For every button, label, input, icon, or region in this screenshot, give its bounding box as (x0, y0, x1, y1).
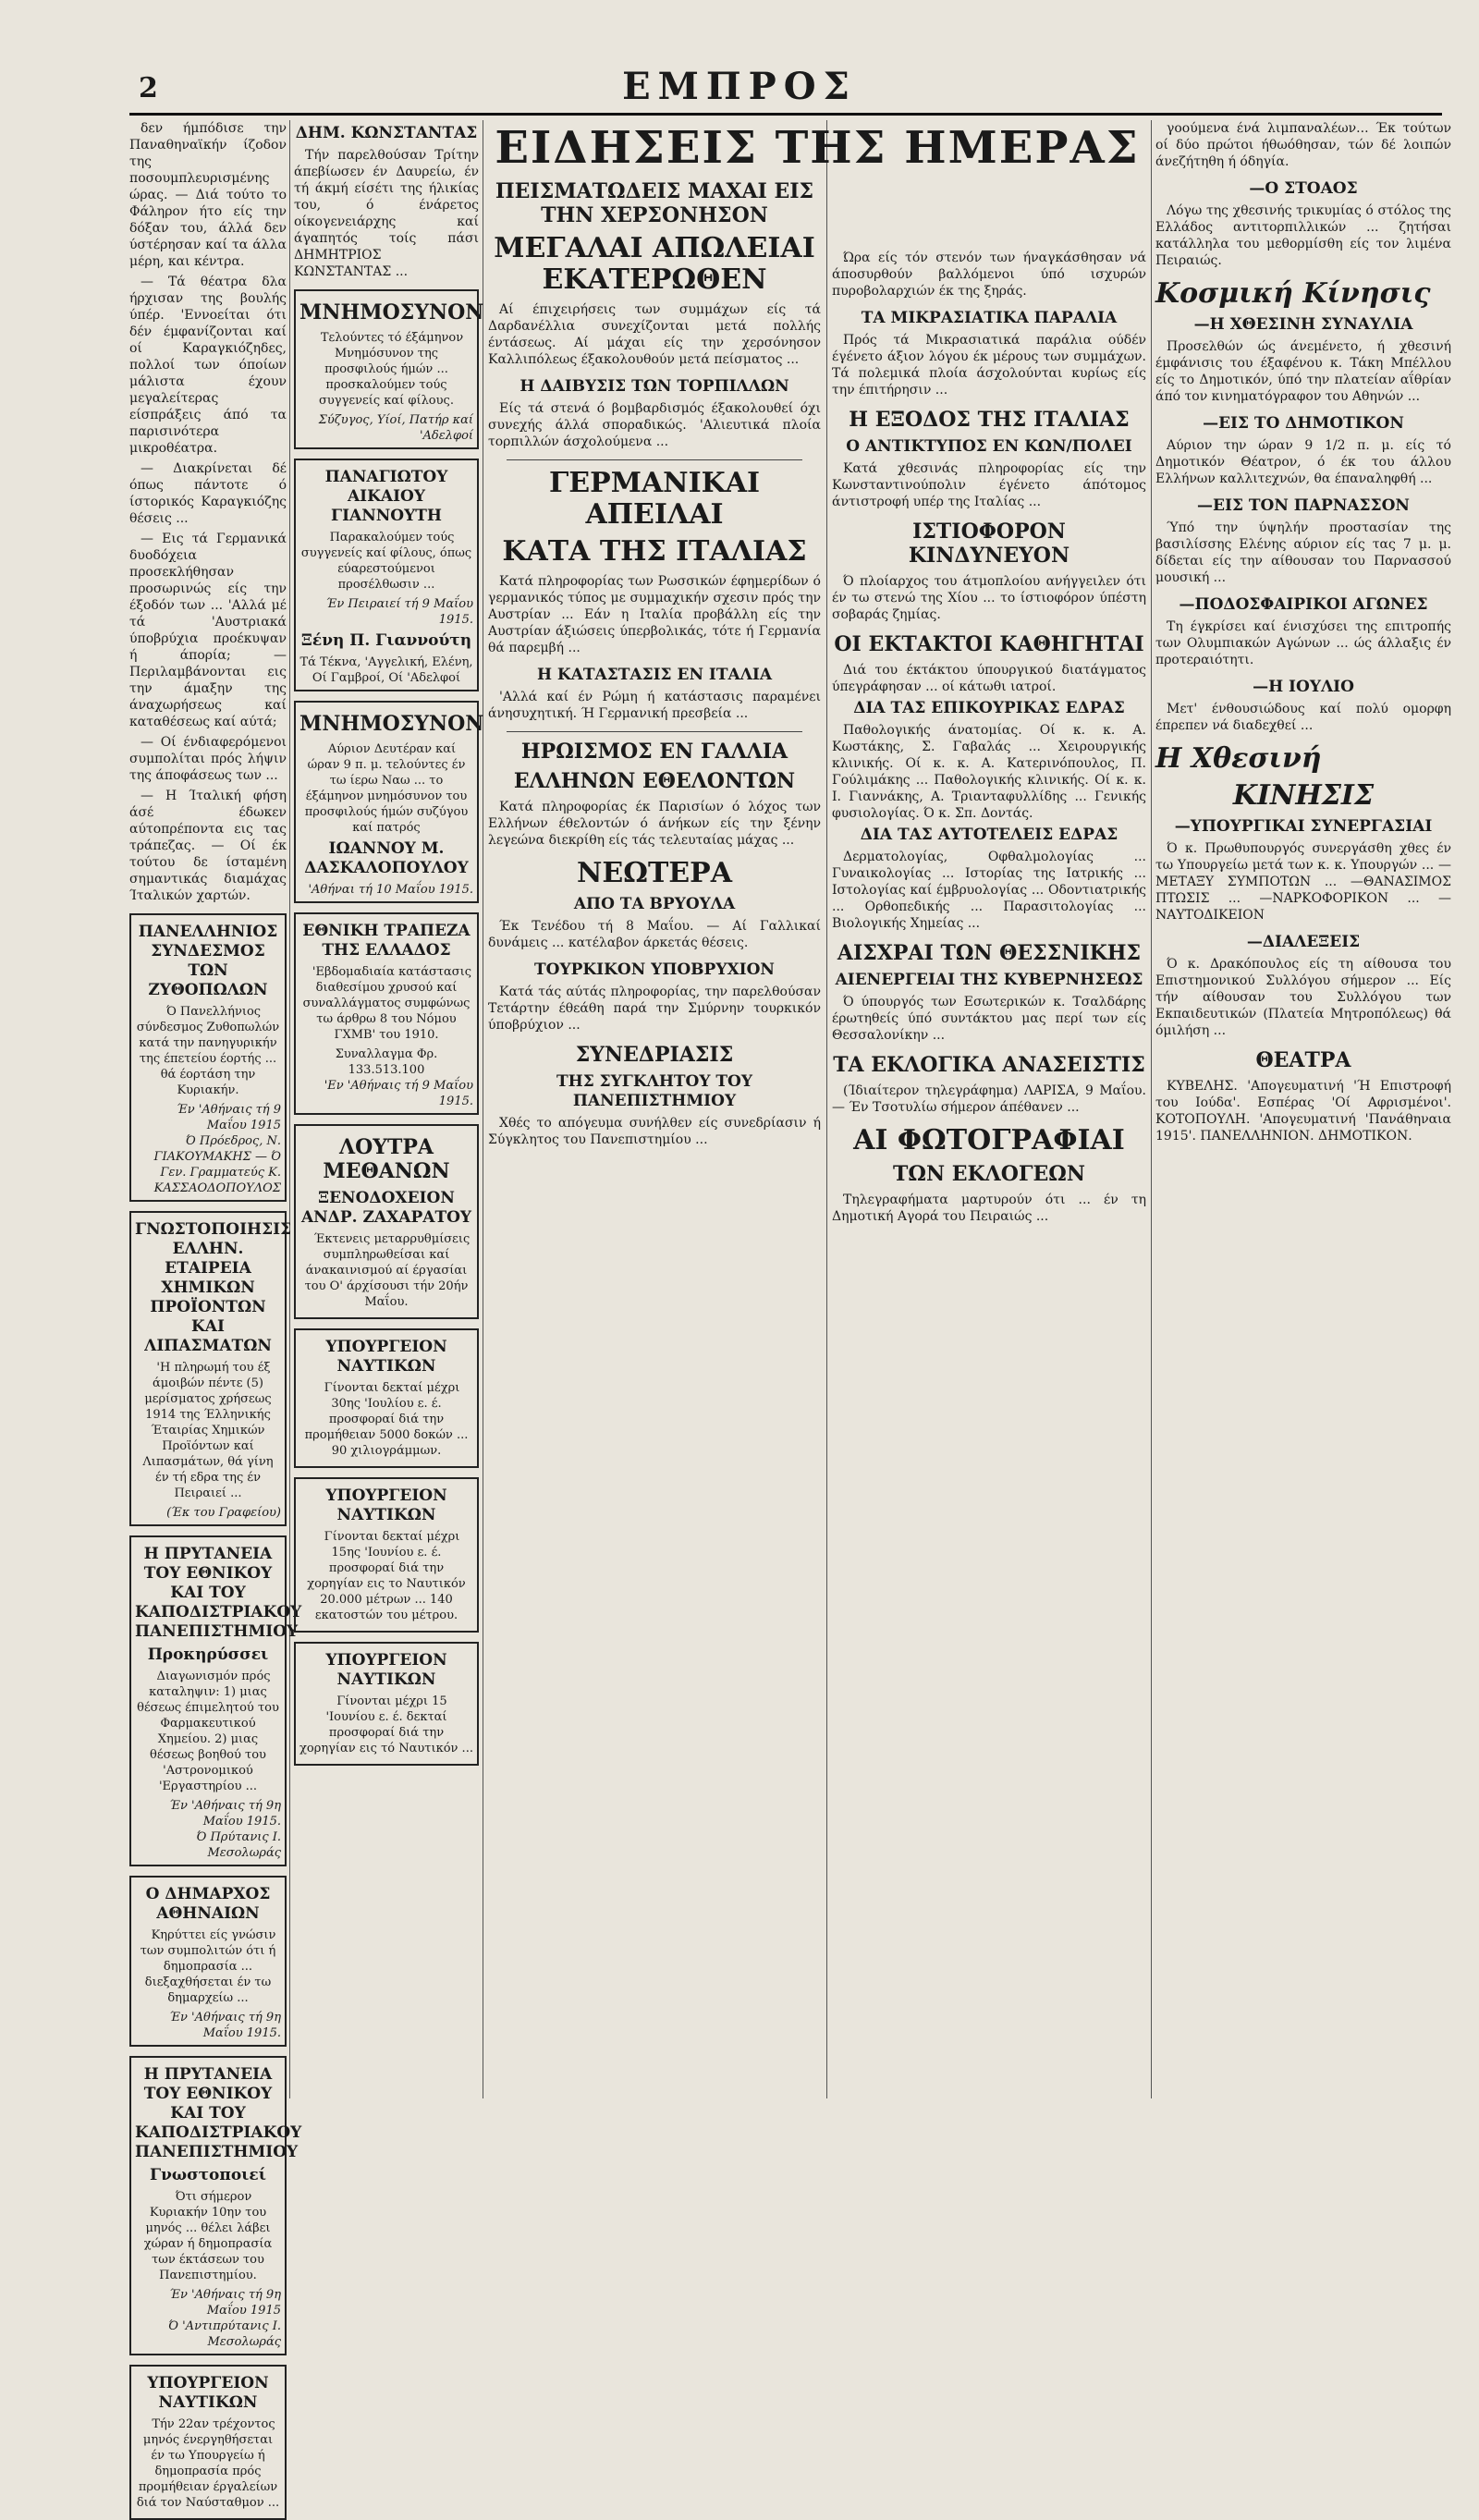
notice-box (294, 1642, 479, 1766)
memorial-heading: ΠΑΝΑΓΙΩΤΟΥ ΑΙΚΑΙΟΥ ΓΙΑΝΝΟΥΤΗ (324, 468, 448, 525)
notice-date: Έν 'Αθήναις τή 9η Μαΐου 1915. (169, 2011, 281, 2040)
article-headline: ΑΙΣΧΡΑΙ ΤΩΝ ΘΕΣΣΝΙΚΗΣ (837, 941, 1142, 965)
column-5 (1155, 120, 1451, 2098)
article-headline: ΜΕΓΑΛΑΙ ΑΠΩΛΕΙΑΙ ΕΚΑΤΕΡΩΘΕΝ (494, 232, 815, 296)
notice-box (129, 913, 287, 1202)
article-headline: —ΠΟΔΟΣΦΑΙΡΙΚΟΙ ΑΓΩΝΕΣ (1179, 595, 1428, 614)
notice-box (129, 2056, 302, 2355)
notice-heading: ΥΠΟΥΡΓΕΙΟΝ ΝΑΥΤΙΚΩΝ (325, 1338, 447, 1376)
notice-text: Γίνονται μέχρι 15 'Ιουνίου ε. έ. δεκταί προσφοραί διά την χορηγίαν εις τό Ναυτικόν ... (299, 1694, 473, 1755)
article-text: Παθολογικής άνατομίας. Οί κ. κ. Α. Κωστάκης, Σ. Γαβαλάς ... Χειρουργικής κλινικής. Οί κ. κ. Α. Κατερινόπουλος, Π. Γούλιμάκης ... Παθολογικής κλινικής. Οί κ. κ. Ι. Γιαννάκης, Α. Τριανταφυλλίδης ... Γενικής φυσιολογίας. Ό κ. Σπ. Δοντάς. (832, 723, 1146, 821)
article-subheadline: ΔΙΑ ΤΑΣ ΑΥΤΟΤΕΛΕΙΣ ΕΔΡΑΣ (860, 826, 1118, 844)
notice-text: Κηρύττει είς γνώσιν των συμπολιτών ότι ή δημοπρασία ... διεξαχθήσεται έν τω δημαρχείω ... (140, 1928, 276, 2005)
notice-text: Γίνονται δεκταί μέχρι 15ης 'Ιουνίου ε. έ. προσφοραί διά την χορηγίαν εις το Ναυτικόν 20.000 μέτρων ... 140 εκατοστών του μέτρου. (307, 1530, 466, 1622)
article-headline: ΚΑΤΑ ΤΗΣ ΙΤΑΛΙΑΣ (502, 535, 807, 568)
column-2 (294, 120, 484, 2098)
memorial-family: Τά Τέκνα, 'Αγγελική, Ελένη, Οί Γαμβροί, Οί 'Αδελφοί (299, 655, 473, 685)
column-separator (826, 120, 827, 2098)
bank-amount: Συναλλαγμα Φρ. 133.513.100 (335, 1047, 438, 1077)
article-headline: ΟΙ ΕΚΤΑΚΤΟΙ ΚΑΘΗΓΗΤΑΙ (834, 632, 1144, 656)
memorial-box (294, 459, 479, 691)
article-headline: ΣΥΝΕΔΡΙΑΣΙΣ (575, 1043, 734, 1067)
notice-signature: Ό 'Αντιπρύτανις Ι. Μεσολωράς (168, 2319, 281, 2349)
article-headline: —Ο ΣΤΟΑΟΣ (1249, 179, 1358, 198)
main-headline: ΕΙΔΗΣΕΙΣ ΤΗΣ ΗΜΕΡΑΣ (495, 122, 1140, 174)
memorial-heading: ΜΝΗΜΟΣΥΝΟΝ (299, 300, 484, 324)
notice-heading: ΥΠΟΥΡΓΕΙΟΝ ΝΑΥΤΙΚΩΝ (325, 1486, 447, 1524)
notice-date: (Έκ του Γραφείου) (166, 1506, 281, 1520)
notice-box (294, 1477, 479, 1633)
article-subheadline: Ο ΑΝΤΙΚΤΥΠΟΣ ΕΝ ΚΩΝ/ΠΟΛΕΙ (846, 437, 1132, 456)
advert-heading: ΛΟΥΤΡΑ ΜΕΘΑΝΩΝ (323, 1135, 450, 1183)
bank-text: 'Εβδομαδιαία κατάστασις διαθεσίμου χρυσού καί συναλλάγματος συμφώνως τω άρθρω 8 του Νόμου ΓΧΜΒ' του 1910. (302, 965, 472, 1042)
article-text: Έκ Τενέδου τή 8 Μαΐου. — Αί Γαλλικαί δυνάμεις ... κατέλαβον άρκετάς θέσεις. (488, 919, 821, 950)
article-text: ΚΥΒΕΛΗΣ. 'Απογευματινή 'Ή Επιστροφή του Ιούδα'. Εσπέρας 'Οί Αφρισμένοι'. ΚΟΤΟΠΟΥΛΗ. 'Απογευματινή 'Πανάθηναια 1915'. ΠΑΝΕΛΛΗΝΙΟΝ. ΔΗΜΟΤΙΚΟΝ. (1155, 1079, 1451, 1144)
advert-text: Έκτενεις μεταρρυθμίσεις συμπληρωθείσαι καί άνακαινισμού αί έργασίαι του Ο' άρχίσουσι τήν 20ήν Μαΐου. (304, 1232, 471, 1309)
article-text: Διά του έκτάκτου ύπουργικού διατάγματος ύπεγράφησαν ... οί κάτωθι ιατροί. (832, 663, 1146, 694)
notice-text: Ό Πανελλήνιος σύνδεσμος Ζυθοπωλών κατά την πανηγυρικήν της έπετείου έορτής ... θά έορτάση την Κυριακήν. (136, 1005, 280, 1097)
section-heading: Η Χθεσινή (1155, 742, 1322, 775)
notice-heading: ΥΠΟΥΡΓΕΙΟΝ ΝΑΥΤΙΚΩΝ (325, 1651, 447, 1689)
bank-box (294, 912, 479, 1115)
notice-text: Τήν 22αν τρέχοντος μηνός ένεργηθήσεται έν τω Υπουργείω ή δημοπρασία πρός προμήθειαν έργαλείων διά τον Ναύσταθμον ... (136, 2417, 280, 2510)
article-headline: ΙΣΤΙΟΦΟΡΟΝ ΚΙΝΔΥΝΕΥΟΝ (908, 520, 1070, 568)
notice-box (294, 1328, 479, 1468)
article-headline: —ΔΙΑΛΕΞΕΙΣ (1246, 933, 1361, 951)
notice-subheading: Γνωστοποιεί (150, 2166, 266, 2184)
article-headline: ΠΕΙΣΜΑΤΩΔΕΙΣ ΜΑΧΑΙ ΕΙΣ ΤΗΝ ΧΕΡΣΟΝΗΣΟΝ (495, 179, 814, 227)
memorial-text: Παρακαλούμεν τούς συγγενείς καί φίλους, όπως εύαρεστούμενοι προσέλθωσιν ... (300, 531, 472, 592)
article-headline: ΤΑ ΕΚΛΟΓΙΚΑ ΑΝΑΣΕΙΣΤΙΣ (833, 1053, 1145, 1077)
article-headline: ΤΑ ΜΙΚΡΑΣΙΑΤΙΚΑ ΠΑΡΑΛΙΑ (861, 309, 1118, 327)
article-text: (Ίδιαίτερον τηλεγράφημα) ΛΑΡΙΣΑ, 9 Μαΐου. — Έν Τσοτυλίω σήμερον άπέθανεν ... (832, 1083, 1146, 1115)
notice-heading: Η ΠΡΥΤΑΝΕΙΑ ΤΟΥ ΕΘΝΙΚΟΥ ΚΑΙ ΤΟΥ ΚΑΠΟΔΙΣΤΡΙΑΚΟΥ ΠΑΝΕΠΙΣΤΗΜΙΟΥ (135, 1545, 302, 1641)
notice-box (129, 1535, 302, 1866)
page-number: 2 (139, 72, 158, 104)
article-headline: ΤΗΣ ΣΥΓΚΛΗΤΟΥ ΤΟΥ ΠΑΝΕΠΙΣΤΗΜΙΟΥ (556, 1072, 752, 1110)
article-text: — Εις τά Γερμανικά δυοδόχεια προσεκλήθησαν προσωρινώς είς την έξοδόν των ... 'Αλλά μέ τά 'Αυστριακά ύποβρύχια προέκυψαν ή άπορία; — Περιλαμβάνονται εις την άμαξην της άναχωρήσεως καί καταθέσεως καί αύτά; (129, 532, 287, 729)
notice-subheading: Προκηρύσσει (147, 1645, 269, 1664)
advert-box (294, 1124, 479, 1319)
bank-date: 'Εν 'Αθήναις τή 9 Μαΐου 1915. (324, 1079, 473, 1108)
article-text: Ό ύπουργός των Εσωτερικών κ. Τσαλδάρης έρωτηθείς ύπό συντάκτου μας περί των είς Θεσσαλονίκην ... (832, 995, 1146, 1043)
article-headline: —ΕΙΣ ΤΟΝ ΠΑΡΝΑΣΣΟΝ (1197, 496, 1410, 515)
article-text: γοούμενα ένά λιμπαναλέων... Έκ τούτων οί δύο πρώτοι ήθωόθησαν, τών δέ λοιπών άνεζήτηθη ή όδηγία. (1155, 121, 1451, 169)
article-text: — Οί ένδιαφερόμενοι συμπολίται πρός λήψιν της άποφάσεως των ... (129, 735, 287, 783)
article-text: Τη έγκρίσει καί ένισχύσει της επιτροπής των Ολυμπιακών Αγώνων ... ώς άλλαξις έν προτεραιότητι. (1155, 619, 1451, 667)
article-headline: Η ΚΑΤΑΣΤΑΣΙΣ ΕΝ ΙΤΑΛΙΑ (536, 666, 773, 684)
memorial-name: Ξένη Π. Γιαννούτη (300, 631, 472, 650)
article-text: Είς τά στενά ό βομβαρδισμός έξακολουθεί όχι συνεχής άλλά σποραδικώς. 'Αλιευτικά πλοία τορπιλλών άσχολούμενα ... (488, 401, 821, 449)
notice-text: 'Η πληρωμή του έξ άμοιβών πέντε (5) μερίσματος χρήσεως 1914 της Έλληνικής Έταιρίας Χημικών Προϊόντων καί Λιπασμάτων, θά γίνη έν τή εδρα της έν Πειραιεί ... (142, 1361, 274, 1500)
masthead-rule (129, 113, 1442, 116)
article-text: Λόγω της χθεσινής τρικυμίας ό στόλος της Ελλάδος αντιτορπιλλικών ... ζητήσαι κατάλληλα του μεθορμίσθη είς τον λιμένα Πειραιώς. (1155, 203, 1451, 268)
divider (507, 459, 802, 460)
notice-text: Διαγωνισμόν πρός καταληψιν: 1) μιας θέσεως έπιμελητού του Φαρμακευτικού Χημείου. 2) μιας θέσεως βοηθού του 'Αστρονομικού 'Εργαστηρίου ... (137, 1670, 279, 1793)
notice-signature: Ό Πρύτανις Ι. Μεσολωράς (196, 1830, 281, 1860)
article-text: Κατά πληροφορίας έκ Παρισίων ό λόχος των Ελλήνων έθελοντών ό άνήκων είς την ξένην λεγεώνα διεκρίθη είς τάς τελευταίας μάχας ... (488, 800, 821, 848)
article-text: Αύριον την ώραν 9 1/2 π. μ. είς τό Δημοτικόν Θέατρον, ό έκ του άλλου Ελλήνων καλλιτεχνών, θα έπαναληφθή ... (1155, 438, 1451, 486)
article-text: Κατά τάς αύτάς πληροφορίας, την παρελθούσαν Τετάρτην έθεάθη παρά την Σμύρνην τουρκικόν ύποβρύχιον ... (488, 985, 821, 1033)
article-text: Κατά χθεσινάς πληροφορίας είς την Κωνσταντινούπολιν έγένετο άπότομος άντιστροφή υπέρ της Ιταλίας ... (832, 461, 1146, 509)
section-heading: ΚΙΝΗΣΙΣ (1232, 779, 1375, 812)
article-headline: ΤΩΝ ΕΚΛΟΓΕΩΝ (893, 1162, 1085, 1186)
memorial-date: 'Αθήναι τή 10 Μαΐου 1915. (308, 883, 473, 897)
column-4 (832, 250, 1146, 2098)
article-subheadline: ΑΙΕΝΕΡΓΕΙΑΙ ΤΗΣ ΚΥΒΕΡΝΗΣΕΩΣ (835, 971, 1143, 989)
memorial-box (294, 289, 484, 449)
article-text: Ώρα είς τόν στενόν των ήναγκάσθησαν νά άποσυρθούν βαλλόμενοι ύπό ισχυρών πυροβολαρχιών έκ της ξηράς. (832, 251, 1146, 299)
article-headline: ΕΛΛΗΝΩΝ ΕΘΕΛΟΝΤΩΝ (513, 769, 796, 793)
notice-signature: Ό Πρόεδρος, Ν. ΓΙΑΚΟΥΜΑΚΗΣ — Ό Γεν. Γραμματεύς Κ. ΚΑΣΣΑΟΔΟΠΟΥΛΟΣ (153, 1134, 281, 1195)
article-text: Δερματολογίας, Οφθαλμολογίας ... Γυναικολογίας ... Ιστορίας της Ιατρικής ... Ιστολογίας καί έμβρυολογίας ... Οδοντιατρικής ... Ορθοπεδικής ... Παρασιτολογίας ... Βιολογικής Χημείας ... (832, 850, 1146, 931)
notice-heading: Ο ΔΗΜΑΡΧΟΣ ΑΘΗΝΑΙΩΝ (145, 1885, 271, 1923)
memorial-date: Έν Πειραιεί τή 9 Μαΐου 1915. (325, 597, 473, 627)
article-headline: —Η ΙΟΥΛΙΟ (1253, 678, 1354, 696)
article-text: Αί έπιχειρήσεις των συμμάχων είς τά Δαρδανέλλια συνεχίζονται μετά πολλής έντάσεως. Αί μάχαι είς την χερσόνησον Καλλιπόλεως έξακολουθούν μετά πείσματος ... (488, 302, 821, 367)
article-text: Πρός τά Μικρασιατικά παράλια ούδέν έγένετο άξιον λόγου έκ μέρους των συμμάχων. Τά πολεμικά πλοία άσχολούνται κυρίως είς την έπιτήρησιν ... (832, 333, 1146, 398)
notice-heading: ΓΝΩΣΤΟΠΟΙΗΣΙΣ ΕΛΛΗΝ. ΕΤΑΙΡΕΙΑ ΧΗΜΙΚΩΝ ΠΡΟΪΟΝΤΩΝ ΚΑΙ ΛΙΠΑΣΜΑΤΩΝ (135, 1220, 292, 1355)
section-heading: Κοσμική Κίνησις (1155, 277, 1431, 310)
article-text: Προσελθών ώς άνεμένετο, ή χθεσινή έμφάνισις του έξαφένου κ. Τάκη Μπέλλου είς το Δημοτικόν, ύπό την πλατείαν αΐθρίαν άπό τον κινηματόγραφον του Αθηνών ... (1155, 339, 1451, 404)
column-1 (129, 120, 302, 2510)
notice-heading: ΠΑΝΕΛΛΗΝΙΟΣ ΣΥΝΔΕΣΜΟΣ ΤΩΝ ΖΥΘΟΠΩΛΩΝ (138, 923, 278, 999)
article-headline: —Η ΧΘΕΣΙΝΗ ΣΥΝΑΥΛΙΑ (1193, 315, 1413, 334)
article-text: Μετ' ένθουσιώδους καί πολύ ομορφη έπρεπεν νά διαδεχθεί ... (1155, 702, 1451, 733)
obituary-text: Τήν παρελθούσαν Τρίτην άπεβίωσεν έν Δαυρείω, έν τή άκμή είσέτι της ήλικίας του, ό ένάρετος οίκογενειάρχης καί άγαπητός τοίς πάσι ΔΗΜΗΤΡΙΟΣ ΚΩΝΣΤΑΝΤΑΣ ... (294, 148, 479, 279)
article-text: 'Αλλά καί έν Ρώμη ή κατάστασις παραμένει άνησυχητική. Ή Γερμανική πρεσβεία ... (488, 690, 821, 721)
article-headline: ΤΟΥΡΚΙΚΟΝ ΥΠΟΒΡΥΧΙΟΝ (534, 960, 775, 979)
memorial-text: Τελούντες τό έξάμηνον Μνημόσυνον της προσφιλούς ήμών ... προσκαλούμεν τούς συγγενείς καί φίλους. (319, 331, 464, 408)
notice-text: Ότι σήμερον Κυριακήν 10ην του μηνός ... θέλει λάβει χώραν ή δημοπρασία των έκτάσεων του Πανεπιστημίου. (143, 2190, 273, 2282)
article-headline: ΝΕΩΤΕΡΑ (576, 857, 733, 889)
notice-box (129, 1211, 292, 1526)
article-headline: —ΥΠΟΥΡΓΙΚΑΙ ΣΥΝΕΡΓΑΣΙΑΙ (1174, 817, 1433, 836)
notice-box (129, 1876, 287, 2047)
article-text: Ύπό την ύψηλήν προστασίαν της βασιλίσσης Ελένης αύριον είς τας 7 μ. μ. δίδεται είς την αίθουσαν του Παρνασσού μουσική ... (1155, 520, 1451, 585)
notice-text: Γίνονται δεκταί μέχρι 30ης 'Ιουλίου ε. έ. προσφοραί διά την προμήθειαν 5000 δοκών ... 90 χιλιογράμμων. (304, 1381, 469, 1458)
newspaper-title: ΕΜΠΡΟΣ (622, 65, 857, 108)
column-separator (1151, 120, 1152, 2098)
article-headline: Η ΕΞΟΔΟΣ ΤΗΣ ΙΤΑΛΙΑΣ (849, 408, 1130, 432)
memorial-name: ΙΩΑΝΝΟΥ Μ. ΔΑΣΚΑΛΟΠΟΥΛΟΥ (304, 839, 469, 877)
masthead (0, 0, 1479, 108)
bank-heading: ΕΘΝΙΚΗ ΤΡΑΠΕΖΑ ΤΗΣ ΕΛΛΑΔΟΣ (302, 922, 471, 960)
article-headline: ΑΠΟ ΤΑ ΒΡΥΟΥΛΑ (573, 895, 736, 913)
article-text: Ό κ. Δρακόπουλος είς τη αίθουσα του Επιστημονικού Συλλόγου σήμερον ... Είς τήν αίθουσαν του Συλλόγου των Εκπαιδευτικών (Πλατεία Μητροπόλεως) θά όμιλήση ... (1155, 957, 1451, 1038)
article-subheadline: ΔΙΑ ΤΑΣ ΕΠΙΚΟΥΡΙΚΑΣ ΕΔΡΑΣ (853, 699, 1125, 717)
notice-heading: ΥΠΟΥΡΓΕΙΟΝ ΝΑΥΤΙΚΩΝ (147, 2374, 269, 2412)
article-text: — Η Ίταλική φήση άσέ έδωκεν αύτοπρέποντα εις τας τράπεζας. — Οί έκ τούτου δε ίσταμένη σημαντικάς διαμάχας Ίταλικών χαρτών. (129, 789, 287, 903)
article-headline: ΗΡΩΙΣΜΟΣ ΕΝ ΓΑΛΛΙΑ (520, 740, 788, 764)
article-text: Τηλεγραφήματα μαρτυρούν ότι ... έν τη Δημοτική Αγορά του Πειραιώς ... (832, 1193, 1146, 1224)
notice-box (129, 2365, 287, 2520)
notice-heading: Η ΠΡΥΤΑΝΕΙΑ ΤΟΥ ΕΘΝΙΚΟΥ ΚΑΙ ΤΟΥ ΚΑΠΟΔΙΣΤΡΙΑΚΟΥ ΠΑΝΕΠΙΣΤΗΜΙΟΥ (135, 2065, 302, 2161)
memorial-heading: ΜΝΗΜΟΣΥΝΟΝ (299, 712, 484, 736)
memorial-text: Αύριον Δευτέραν καί ώραν 9 π. μ. τελούντες έν τω ίερω Ναω ... το έξάμηνον μνημόσυνον του προσφιλούς ήμών συζύγου καί πατρός (304, 742, 469, 835)
notice-date: Έν 'Αθήναις τή 9 Μαΐου 1915 (177, 1103, 281, 1132)
article-text: — Διακρίνεται δέ όπως πάντοτε ό ίστορικός Καραγκιόζης θέσεις ... (129, 461, 287, 526)
article-headline: —ΕΙΣ ΤΟ ΔΗΜΟΤΙΚΟΝ (1203, 414, 1404, 433)
notice-date: Έν 'Αθήναις τή 9η Μαΐου 1915. (169, 1799, 281, 1829)
memorial-box (294, 701, 484, 903)
article-headline: Η ΔΑΙΒΥΣΙΣ ΤΩΝ ΤΟΡΠΙΛΛΩΝ (519, 377, 789, 396)
divider (507, 731, 802, 732)
column-separator (289, 120, 290, 2098)
article-text: Ό κ. Πρωθυπουργός συνεργάσθη χθες έν τω Υπουργείω μετά των κ. κ. Υπουργών ... —ΜΕΤΑΞΥ ΣΥΜΠΟΤΩΝ ... —ΘΑΝΑΣΙΜΟΣ ΠΤΩΣΙΣ ... —ΝΑΡΚΟΦΟΡΙΚΟΝ ... —ΝΑΥΤΟΔΙΚΕΙΟΝ (1155, 841, 1451, 923)
article-text: Ό πλοίαρχος του άτμοπλοίου ανήγγειλεν ότι έν τω στενώ της Χίου ... το ίστιοφόρον ύπέστη σοβαράς ζημίας. (832, 574, 1146, 622)
memorial-signature: Σύζυγος, Υίοί, Πατήρ καί 'Αδελφοί (318, 413, 473, 443)
article-text: δεν ήμπόδισε την Παναθηναϊκήν ίζοδον της ποσουμπλευρισμένης ώρας. — Διά τούτο το Φάληρον ήτο είς την δόξαν του, άλλά δεν ύστέρησαν καί τα άλλα μέρη, και κέντρα. (129, 121, 287, 269)
obituary-heading: ΔΗΜ. ΚΩΝΣΤΑΝΤΑΣ (295, 124, 478, 142)
article-text: Κατά πληροφορίας των Ρωσσικών έφημερίδων ό γερμανικός τύπος με συμμαχικήν σχεσιν πρός την Αυστρίαν ... Εάν η Ιταλία προβάλλη είς την Αυστρίαν άξιώσεις ύπερβολικάς, τότε ή Γερμανία θά παρεμβή ... (488, 574, 821, 655)
article-headline: ΘΕΑΤΡΑ (1255, 1048, 1351, 1072)
article-text: — Τά θέατρα δλα ήρχισαν της βουλής ύπέρ. 'Εννοείται ότι δέν έμφανίζονται καί οί Καραγκιόζηδες, πολλοί των όποίων μάλιστα έχουν μεγαλείτερας είσπράξεις άπό τα παρισινότερα μικροθέατρα. (129, 275, 287, 456)
advert-subheading: ΞΕΝΟΔΟΧΕΙΟΝ ΑΝΔΡ. ΖΑΧΑΡΑΤΟΥ (300, 1189, 472, 1227)
notice-date: Έν 'Αθήναις τή 9η Μαΐου 1915 (169, 2288, 281, 2318)
article-text: Χθές το απόγευμα συνήλθεν είς συνεδρίασιν ή Σύγκλητος του Πανεπιστημίου ... (488, 1116, 821, 1147)
article-headline: ΓΕΡΜΑΝΙΚΑΙ ΑΠΕΙΛΑΙ (548, 467, 761, 531)
article-headline: ΑΙ ΦΩΤΟΓΡΑΦΙΑΙ (853, 1124, 1125, 1156)
